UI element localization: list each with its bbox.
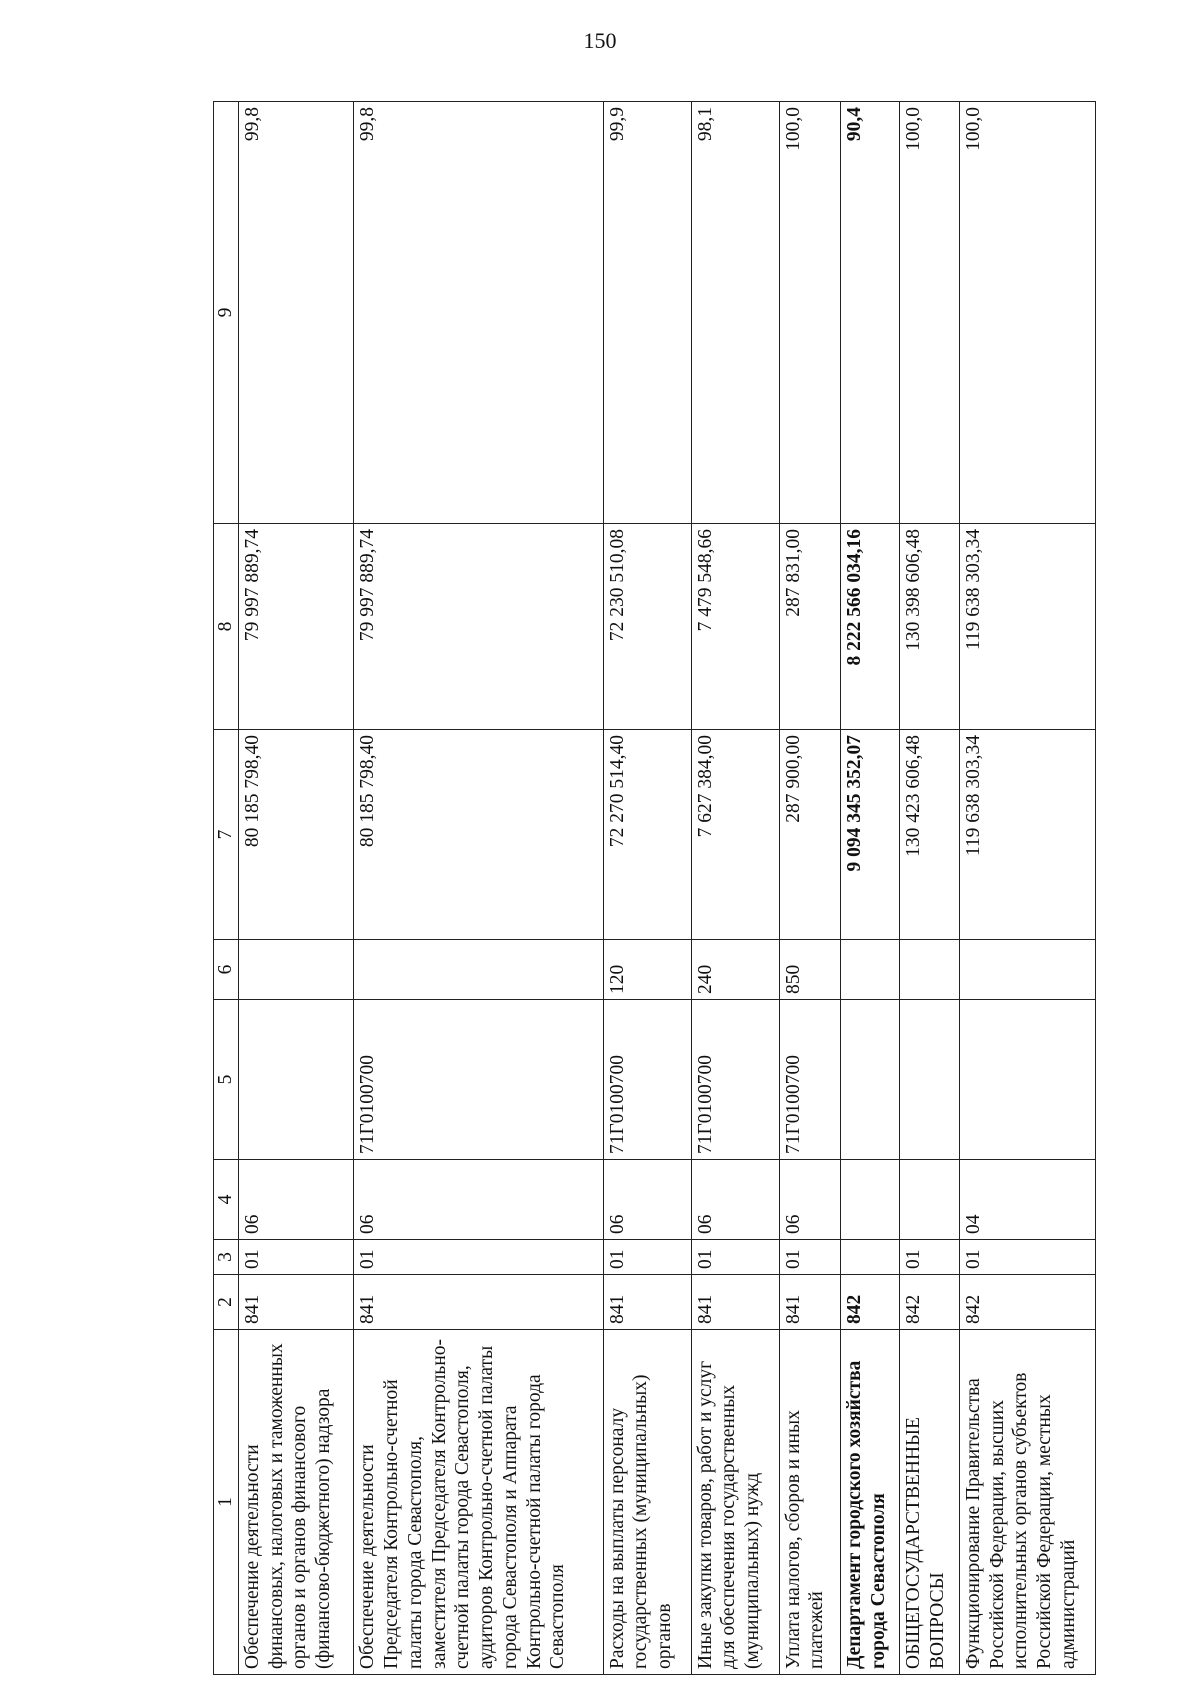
cell-executed: 72 230 510,08 <box>603 524 691 730</box>
row-description: Обеспечение деятельности Председателя Контрольно-счетной палаты города Севастополя, заместителя Председателя Контрольно-счетной палаты города Севастополя, аудиторов Контрольно-счетной палаты города Севастополя и Аппарата Контрольно-счетной палаты города Севастополя <box>354 1330 604 1675</box>
cell-expense-type: 850 <box>779 940 841 1000</box>
cell-section: 01 <box>691 1240 779 1275</box>
table-row <box>603 102 691 1675</box>
cell-subsection <box>841 1160 900 1240</box>
cell-planned: 9 094 345 352,07 <box>841 730 900 940</box>
table-row <box>238 102 353 1675</box>
cell-percent: 98,1 <box>691 102 779 524</box>
budget-table <box>213 101 1096 1675</box>
cell-planned: 80 185 798,40 <box>354 730 604 940</box>
row-description: Уплата налогов, сборов и иных платежей <box>779 1330 841 1675</box>
cell-expense-type <box>959 940 1095 1000</box>
cell-expense-type <box>354 940 604 1000</box>
column-header: 7 <box>214 730 239 940</box>
table-row <box>900 102 959 1675</box>
cell-percent: 99,9 <box>603 102 691 524</box>
cell-expense-type: 120 <box>603 940 691 1000</box>
page-number: 150 <box>583 28 617 53</box>
row-description: ОБЩЕГОСУДАРСТВЕННЫЕ ВОПРОСЫ <box>900 1330 959 1675</box>
cell-section: 01 <box>603 1240 691 1275</box>
cell-section: 01 <box>900 1240 959 1275</box>
cell-expense-type <box>238 940 353 1000</box>
table-row <box>354 102 604 1675</box>
cell-section <box>841 1240 900 1275</box>
cell-percent: 100,0 <box>959 102 1095 524</box>
cell-code: 841 <box>779 1275 841 1330</box>
column-header: 9 <box>214 102 239 524</box>
cell-section: 01 <box>238 1240 353 1275</box>
cell-code: 841 <box>238 1275 353 1330</box>
column-header: 3 <box>214 1240 239 1275</box>
cell-percent: 99,8 <box>238 102 353 524</box>
row-description: Департамент городского хозяйства города Севастополя <box>841 1330 900 1675</box>
rotated-table-container <box>213 102 1096 1675</box>
cell-expense-type <box>900 940 959 1000</box>
cell-percent: 100,0 <box>779 102 841 524</box>
table-row <box>691 102 779 1675</box>
row-description: Функционирование Правительства Российской Федерации, высших исполнительных органов субъектов Российской Федерации, местных администраций <box>959 1330 1095 1675</box>
cell-subsection: 06 <box>238 1160 353 1240</box>
cell-target-article: 71Г0100700 <box>603 1000 691 1160</box>
cell-section: 01 <box>959 1240 1095 1275</box>
row-description: Обеспечение деятельности финансовых, налоговых и таможенных органов и органов финансового (финансово-бюджетного) надзора <box>238 1330 353 1675</box>
header-row <box>214 102 239 1675</box>
row-description: Иные закупки товаров, работ и услуг для обеспечения государственных (муниципальных) нужд <box>691 1330 779 1675</box>
cell-section: 01 <box>354 1240 604 1275</box>
cell-planned: 80 185 798,40 <box>238 730 353 940</box>
column-header: 1 <box>214 1330 239 1675</box>
column-header: 8 <box>214 524 239 730</box>
cell-planned: 130 423 606,48 <box>900 730 959 940</box>
cell-executed: 287 831,00 <box>779 524 841 730</box>
table-row <box>959 102 1095 1675</box>
cell-target-article: 71Г0100700 <box>354 1000 604 1160</box>
cell-subsection: 04 <box>959 1160 1095 1240</box>
table-row <box>779 102 841 1675</box>
cell-subsection: 06 <box>779 1160 841 1240</box>
cell-code: 842 <box>900 1275 959 1330</box>
cell-subsection: 06 <box>603 1160 691 1240</box>
cell-subsection: 06 <box>691 1160 779 1240</box>
cell-planned: 72 270 514,40 <box>603 730 691 940</box>
cell-section: 01 <box>779 1240 841 1275</box>
cell-subsection <box>900 1160 959 1240</box>
table-row <box>841 102 900 1675</box>
cell-target-article: 71Г0100700 <box>691 1000 779 1160</box>
cell-executed: 79 997 889,74 <box>354 524 604 730</box>
cell-planned: 287 900,00 <box>779 730 841 940</box>
cell-expense-type <box>841 940 900 1000</box>
cell-target-article <box>238 1000 353 1160</box>
column-header: 5 <box>214 1000 239 1160</box>
cell-code: 841 <box>354 1275 604 1330</box>
cell-percent: 100,0 <box>900 102 959 524</box>
cell-percent: 90,4 <box>841 102 900 524</box>
cell-code: 842 <box>841 1275 900 1330</box>
column-header: 4 <box>214 1160 239 1240</box>
cell-executed: 130 398 606,48 <box>900 524 959 730</box>
cell-executed: 8 222 566 034,16 <box>841 524 900 730</box>
cell-target-article <box>841 1000 900 1160</box>
cell-planned: 7 627 384,00 <box>691 730 779 940</box>
cell-code: 842 <box>959 1275 1095 1330</box>
cell-target-article <box>959 1000 1095 1160</box>
cell-code: 841 <box>691 1275 779 1330</box>
column-header: 2 <box>214 1275 239 1330</box>
cell-target-article: 71Г0100700 <box>779 1000 841 1160</box>
row-description: Расходы на выплаты персоналу государственных (муниципальных) органов <box>603 1330 691 1675</box>
cell-executed: 79 997 889,74 <box>238 524 353 730</box>
cell-code: 841 <box>603 1275 691 1330</box>
cell-executed: 7 479 548,66 <box>691 524 779 730</box>
cell-expense-type: 240 <box>691 940 779 1000</box>
cell-percent: 99,8 <box>354 102 604 524</box>
column-header: 6 <box>214 940 239 1000</box>
cell-target-article <box>900 1000 959 1160</box>
cell-executed: 119 638 303,34 <box>959 524 1095 730</box>
cell-subsection: 06 <box>354 1160 604 1240</box>
cell-planned: 119 638 303,34 <box>959 730 1095 940</box>
